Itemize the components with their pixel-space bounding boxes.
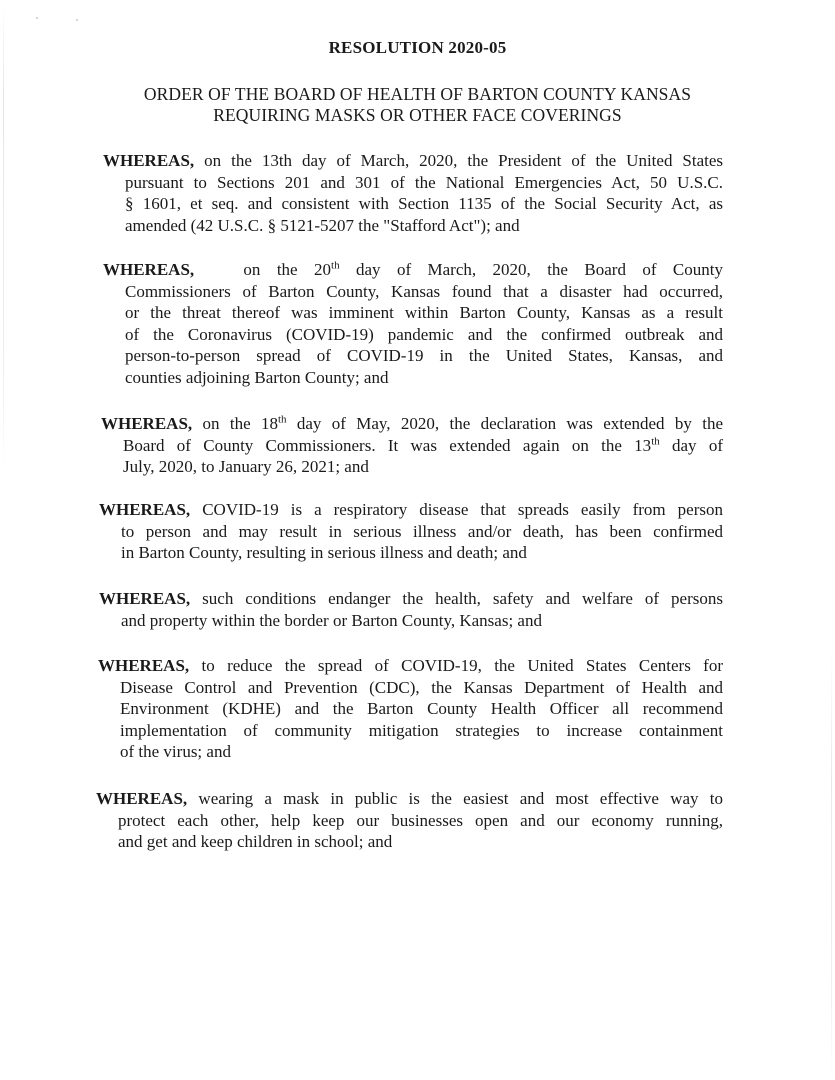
order-heading-line-2: REQUIRING MASKS OR OTHER FACE COVERINGS <box>213 105 622 125</box>
paragraph-line: wearing a mask in public is the easiest and most effective way to <box>198 789 723 808</box>
paragraph-line: and property within the border or Barton County, Kansas; and <box>121 610 542 630</box>
paragraph-line: to person and may result in serious illness and/or death, has been confirmed <box>121 521 723 541</box>
ordinal-superscript: th <box>331 259 340 272</box>
paragraph-line-part: day of <box>659 435 723 455</box>
whereas-label: WHEREAS, <box>96 789 188 808</box>
paragraph-line: counties adjoining Barton County; and <box>125 367 389 387</box>
scan-edge-right <box>831 650 832 1080</box>
scan-speck <box>76 19 78 21</box>
paragraph-line-part: Board of County Commissioners. It was extended again on the 13 <box>123 435 652 455</box>
paragraph-line: in Barton County, resulting in serious illness and death; and <box>121 543 527 562</box>
paragraph-line: or the threat thereof was imminent within Barton County, Kansas as a result <box>125 303 723 322</box>
resolution-title: RESOLUTION 2020-05 <box>328 38 507 57</box>
paragraph-line: implementation of community mitigation strategies to increase containment <box>120 720 723 740</box>
paragraph-line: Commissioners of Barton County, Kansas found that a disaster had occurred, <box>125 281 723 301</box>
paragraph-line-part: day of March, 2020, the Board of County <box>339 260 723 279</box>
paragraph-line: of the Coronavirus (COVID-19) pandemic and the confirmed outbreak and <box>125 324 723 344</box>
whereas-paragraph-5 <box>99 588 723 631</box>
whereas-paragraph-6 <box>98 655 723 763</box>
whereas-paragraph-1 <box>103 150 723 236</box>
paragraph-line: amended (42 U.S.C. § 5121-5207 the "Stafford Act"); and <box>125 215 520 235</box>
ordinal-superscript: th <box>277 413 287 426</box>
paragraph-line-part: day of May, 2020, the declaration was extended by the <box>286 414 723 433</box>
paragraph-line: and get and keep children in school; and <box>118 832 393 851</box>
paragraph-line: on the 13th day of March, 2020, the President of the United States <box>204 151 724 170</box>
paragraph-line: person-to-person spread of COVID-19 in the United States, Kansas, and <box>125 346 723 365</box>
paragraph-line: § 1601, et seq. and consistent with Section 1135 of the Social Security Act, as <box>125 194 723 213</box>
paragraph-line: July, 2020, to January 26, 2021; and <box>123 457 369 476</box>
paragraph-line-part: on the 18 <box>202 414 278 433</box>
whereas-label: WHEREAS, <box>99 589 191 608</box>
whereas-label: WHEREAS, <box>98 656 190 675</box>
scan-speck <box>36 17 38 19</box>
whereas-label: WHEREAS, <box>99 500 191 519</box>
whereas-paragraph-3 <box>101 413 723 478</box>
order-heading-line-1: ORDER OF THE BOARD OF HEALTH OF BARTON COUNTY KANSAS <box>143 84 692 104</box>
ordinal-superscript: th <box>651 434 660 447</box>
whereas-label: WHEREAS, <box>103 260 195 279</box>
paragraph-line: protect each other, help keep our businesses open and our economy running, <box>118 810 723 830</box>
paragraph-line: of the virus; and <box>120 742 231 761</box>
whereas-label: WHEREAS, <box>103 151 195 170</box>
scan-edge-left <box>3 0 4 470</box>
paragraph-line: COVID-19 is a respiratory disease that spreads easily from person <box>202 500 723 519</box>
paragraph-line-part: on the 20 <box>243 260 332 279</box>
paragraph-line: Disease Control and Prevention (CDC), the Kansas Department of Health and <box>120 677 723 697</box>
whereas-paragraph-2 <box>103 259 723 388</box>
whereas-paragraph-4 <box>99 499 723 564</box>
whereas-paragraph-7 <box>96 788 723 853</box>
paragraph-line: to reduce the spread of COVID-19, the United States Centers for <box>201 656 723 675</box>
paragraph-line: pursuant to Sections 201 and 301 of the National Emergencies Act, 50 U.S.C. <box>125 172 723 192</box>
whereas-label: WHEREAS, <box>101 414 193 433</box>
paragraph-line: such conditions endanger the health, safety and welfare of persons <box>202 589 723 608</box>
order-heading <box>0 84 835 126</box>
paragraph-line: Environment (KDHE) and the Barton County Health Officer all recommend <box>120 699 723 718</box>
